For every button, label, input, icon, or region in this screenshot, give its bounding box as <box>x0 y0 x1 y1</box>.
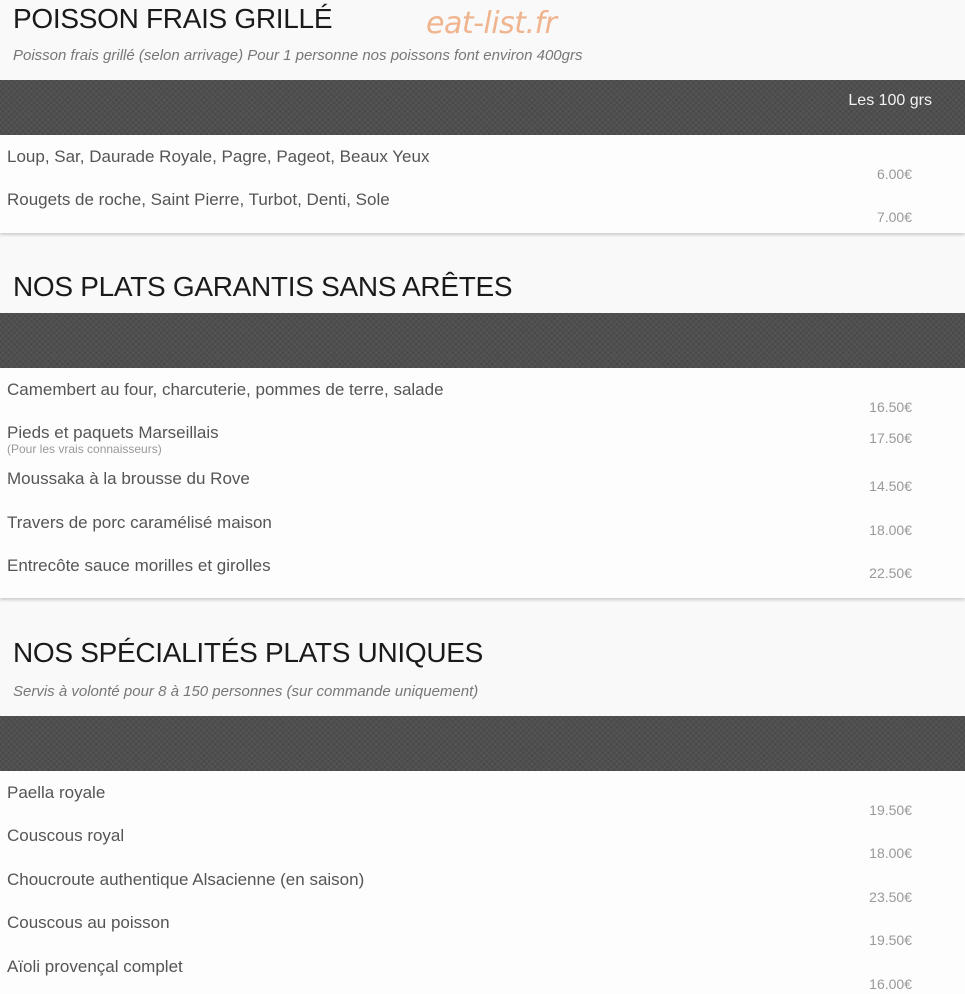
list-item <box>7 957 957 992</box>
item-name: Camembert au four, charcuterie, pommes de terre, salade <box>7 380 444 399</box>
item-name: Couscous au poisson <box>7 913 170 932</box>
watermark: eat-list.fr <box>426 6 557 41</box>
list-item <box>7 380 957 415</box>
item-price: 19.50€ <box>869 932 912 948</box>
item-price: 6.00€ <box>876 166 912 182</box>
section-header-bar <box>0 313 965 368</box>
item-price: 18.00€ <box>869 845 912 861</box>
item-price: 22.50€ <box>869 565 912 581</box>
item-name: Entrecôte sauce morilles et girolles <box>7 556 271 575</box>
section-header-bar <box>0 716 965 771</box>
section-title: NOS PLATS GARANTIS SANS ARÊTES <box>13 271 513 302</box>
item-name: Paella royale <box>7 783 106 802</box>
list-item <box>7 513 957 538</box>
list-item <box>7 423 957 455</box>
item-price: 18.00€ <box>869 522 912 538</box>
section-title: POISSON FRAIS GRILLÉ <box>13 3 333 34</box>
menu-items-box <box>0 771 965 994</box>
item-price: 14.50€ <box>869 478 912 494</box>
price-unit-label: Les 100 grs <box>848 92 932 109</box>
list-item <box>7 147 957 182</box>
list-item <box>7 190 957 225</box>
item-name: Choucroute authentique Alsacienne (en saison) <box>7 870 365 889</box>
list-item <box>7 783 957 818</box>
section-subtitle: Servis à volonté pour 8 à 150 personnes (sur commande uniquement) <box>13 683 479 700</box>
item-name: Travers de porc caramélisé maison <box>7 513 272 532</box>
item-name: Couscous royal <box>7 826 125 845</box>
item-name: Moussaka à la brousse du Rove <box>7 469 250 488</box>
list-item <box>7 556 957 581</box>
item-name: Pieds et paquets Marseillais <box>7 423 219 442</box>
menu-items-box <box>0 135 965 233</box>
menu-items-box <box>0 368 965 598</box>
item-name: Rougets de roche, Saint Pierre, Turbot, Denti, Sole <box>7 190 390 209</box>
section-header-bar <box>0 80 965 135</box>
item-price: 19.50€ <box>869 802 912 818</box>
list-item <box>7 913 957 948</box>
item-price: 23.50€ <box>869 889 912 905</box>
item-price: 17.50€ <box>869 430 912 446</box>
item-name: Aïoli provençal complet <box>7 957 183 976</box>
item-name: Loup, Sar, Daurade Royale, Pagre, Pageot, Beaux Yeux <box>7 147 430 166</box>
item-price: 16.00€ <box>869 976 912 992</box>
item-note: (Pour les vrais connaisseurs) <box>7 442 162 456</box>
section-subtitle: Poisson frais grillé (selon arrivage) Pour 1 personne nos poissons font environ 400grs <box>13 47 583 64</box>
list-item <box>7 870 957 905</box>
section-title: NOS SPÉCIALITÉS PLATS UNIQUES <box>13 637 484 668</box>
item-price: 7.00€ <box>876 209 912 225</box>
item-price: 16.50€ <box>869 399 912 415</box>
list-item <box>7 826 957 861</box>
list-item <box>7 469 957 494</box>
